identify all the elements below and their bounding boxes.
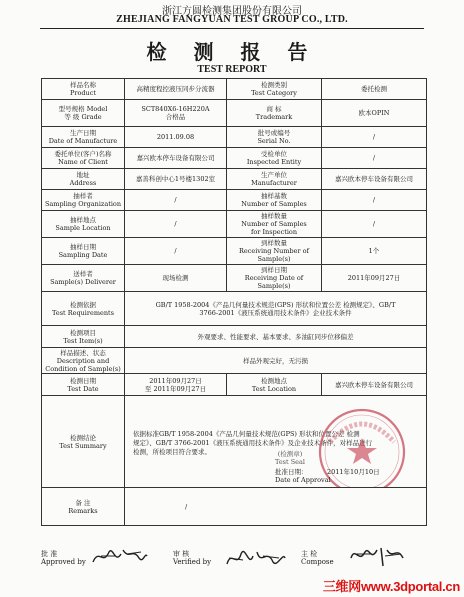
row-client [42,148,427,169]
report-title-en: TEST REPORT [197,64,267,75]
receiving-number-value: 1个 [322,238,427,265]
description-value: 样品外观完好，无污损 [125,348,427,374]
row-sampling-date [42,238,427,265]
inspected-entity-value: / [322,148,427,169]
serial-label: 批号或编号 Serial No. [227,127,322,148]
test-location-value: 嘉兴欧本停车设备有限公司 [322,374,427,396]
test-date-label: 检测日期 Test Date [42,374,125,396]
samples-for-inspection-label: 抽样数量 Number of Samples for Inspection [227,211,322,238]
row-items [42,326,427,348]
site-watermark: 三维网www.3dportal.cn [322,579,460,594]
manufacturer-value: 嘉兴欧本停车设备有限公司 [322,169,427,190]
client-value: 嘉兴欧本停车设备有限公司 [125,148,227,169]
row-product [42,79,427,100]
model-value: SCT840X6-16H220A 合格品 [125,100,227,127]
row-sample-location [42,211,427,238]
manufacture-date-label: 生产日期 Date of Manufacture [42,127,125,148]
sample-location-value: / [125,211,227,238]
verified-by-label: 审 核 Verified by [173,550,212,566]
requirements-value: GB/T 1958-2004《产品几何量技术规范(GPS) 形状和位置公差 检测规定》、GB/T 3766-2001《液压系统通用技术条件》企业技术条件 [125,292,427,326]
sample-location-label: 抽样地点 Sample Location [42,211,125,238]
row-requirements [42,292,427,326]
company-name-cn: 浙江方圆检测集团股份有限公司 [162,6,302,17]
approval-date-label: 批准日期： Date of Approval [275,468,331,484]
summary-cell [125,396,427,488]
sampling-org-label: 抽样者 Sampling Organization [42,190,125,211]
number-of-samples-value: / [322,190,427,211]
row-remarks [42,488,427,526]
row-deliverer [42,265,427,292]
sampling-date-value: / [125,238,227,265]
samples-for-inspection-value: / [322,211,427,238]
description-label: 样品描述、状态 Description and Condition of Sample(s) [42,348,125,374]
approved-by-label: 批 准 Approved by [41,550,86,566]
row-summary [42,396,427,488]
test-seal-label: (检测章) Test Seal [275,450,305,466]
number-of-samples-label: 抽样基数 Number of Samples [227,190,322,211]
manufacture-date-value: 2011.09.08 [125,127,227,148]
address-label: 地址 Address [42,169,125,190]
receiving-date-value: 2011年09月27日 [322,265,427,292]
row-description [42,348,427,374]
deliverer-label: 送样者 Sample(s) Deliverer [42,265,125,292]
company-name-en: ZHEJIANG FANGYUAN TEST GROUP CO., LTD. [116,14,348,25]
verifier-signature [223,544,287,572]
header-rule [40,28,424,29]
report-title-cn: 检 测 报 告 [146,40,318,64]
address-value: 嘉善科创中心1号楼1302室 [125,169,227,190]
test-date-value: 2011年09月27日 至 2011年09月27日 [125,374,227,396]
serial-value: / [322,127,427,148]
model-label: 型号规格 Model 等 级 Grade [42,100,125,127]
row-test-date [42,374,427,396]
manufacturer-label: 生产单位 Manufacturer [227,169,322,190]
approver-signature [89,544,149,570]
approval-date-value: 2011年10月10日 [327,468,380,476]
receiving-date-label: 到样日期 Receiving Date of Sample(s) [227,265,322,292]
remarks-label: 备 注 Remarks [42,488,125,526]
client-label: 委托单位(客户)名称 Name of Client [42,148,125,169]
row-manufacture [42,127,427,148]
deliverer-value: 现场检测 [125,265,227,292]
trademark-label: 商 标 Trademark [227,100,322,127]
receiving-number-label: 到样数量 Receiving Number of Sample(s) [227,238,322,265]
composer-signature [347,542,407,570]
test-location-label: 检测地点 Test Location [227,374,322,396]
summary-text: 依据标准GB/T 1958-2004《产品几何量技术规范(GPS) 形状和位置公差 检测 规定》、GB/T 3766-2001《液压系统通用技术条件》及企业技术条件，对样品进行 检测，所检项目符合要求。 [133,429,373,456]
test-items-label: 检测项目 Test Item(s) [42,326,125,348]
row-sampling-org [42,190,427,211]
requirements-label: 检测依据 Test Requirements [42,292,125,326]
signature-footer [41,548,426,578]
product-label: 样品名称 Product [42,79,125,100]
trademark-value: 欧本OPIN [322,100,427,127]
test-category-label: 检测类别 Test Category [227,79,322,100]
row-model [42,100,427,127]
product-value: 高精度程控液压同步分流器 [125,79,227,100]
test-category-value: 委托检测 [322,79,427,100]
test-items-value: 外观要求、性能要求、基本要求、多油缸同步位移偏差 [125,326,427,348]
sampling-date-label: 抽样日期 Sampling Date [42,238,125,265]
remarks-value: / [125,488,427,526]
summary-label: 检测结论 Test Summary [42,396,125,488]
row-address [42,169,427,190]
report-table [41,78,427,526]
sampling-org-value: / [125,190,227,211]
compose-label: 主 检 Compose [301,550,334,566]
inspected-entity-label: 受检单位 Inspected Entity [227,148,322,169]
